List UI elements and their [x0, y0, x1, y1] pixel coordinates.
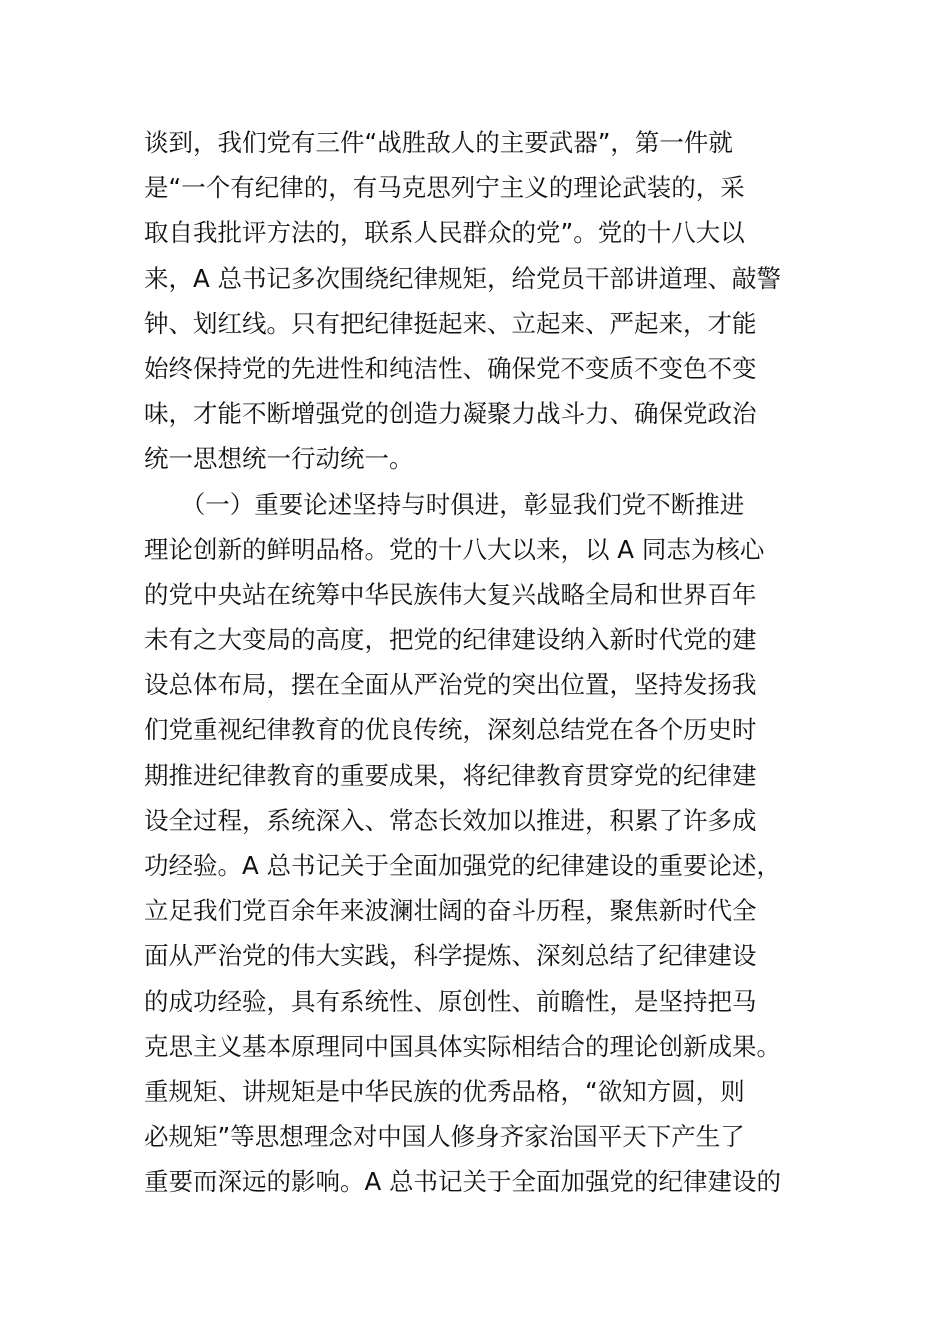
text-line: 期推进纪律教育的重要成果，将纪律教育贯穿党的纪律建 [144, 760, 757, 790]
text-line: 谈到，我们党有三件“战胜敌人的主要武器”，第一件就 [144, 128, 733, 157]
text-line: 是“一个有纪律的，有马克思列宁主义的理论武装的，采 [144, 173, 745, 203]
text-line: 的党中央站在统筹中华民族伟大复兴战略全局和世界百年 [144, 579, 757, 609]
text-line: 立足我们党百余年来波澜壮阔的奋斗历程，聚焦新时代全 [144, 896, 757, 926]
text-line: 始终保持党的先进性和纯洁性、确保党不变质不变色不变 [144, 353, 757, 383]
text-line: 统一思想统一行动统一。 [144, 444, 414, 474]
text-line: 未有之大变局的高度，把党的纪律建设纳入新时代党的建 [144, 625, 757, 655]
text-line: 钟、划红线。只有把纪律挺起来、立起来、严起来，才能 [144, 308, 757, 338]
text-line: 克思主义基本原理同中国具体实际相结合的理论创新成果。 [144, 1031, 781, 1061]
text-line: 设总体布局，摆在全面从严治党的突出位置，坚持发扬我 [144, 670, 757, 700]
text-line: 设全过程，系统深入、常态长效加以推进，积累了许多成 [144, 805, 757, 835]
text-line: 来，A 总书记多次围绕纪律规矩，给党员干部讲道理、敲警 [144, 263, 782, 293]
body-text [144, 120, 809, 1205]
text-line: 功经验。A 总书记关于全面加强党的纪律建设的重要论述， [144, 851, 782, 880]
text-line: 们党重视纪律教育的优良传统，深刻总结党在各个历史时 [144, 715, 757, 745]
text-line: 必规矩”等思想理念对中国人修身齐家治国平天下产生了 [144, 1122, 745, 1152]
section-heading-line: （一）重要论述坚持与时俱进，彰显我们党不断推进 [144, 489, 745, 519]
text-line: 的成功经验，具有系统性、原创性、前瞻性，是坚持把马 [144, 986, 757, 1016]
text-line: 取自我批评方法的，联系人民群众的党”。党的十八大以 [144, 218, 745, 248]
text-line: 味，才能不断增强党的创造力凝聚力战斗力、确保党政治 [144, 399, 757, 429]
text-line: 理论创新的鲜明品格。党的十八大以来，以 A 同志为核心 [144, 534, 765, 564]
text-line: 面从严治党的伟大实践，科学提炼、深刻总结了纪律建设 [144, 941, 757, 971]
text-line: 重规矩、讲规矩是中华民族的优秀品格，“欲知方圆，则 [144, 1076, 745, 1106]
text-line: 重要而深远的影响。A 总书记关于全面加强党的纪律建设的 [144, 1167, 782, 1197]
